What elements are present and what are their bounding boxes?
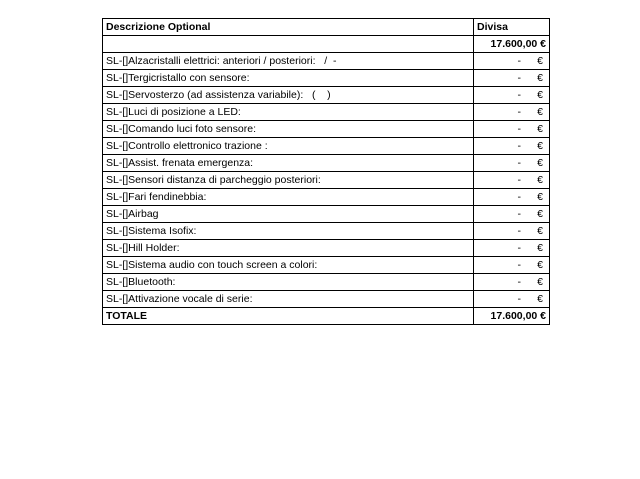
optional-item-label: SL-[]Sistema Isofix:: [103, 223, 474, 240]
header-row: [103, 19, 550, 36]
total-label: TOTALE: [103, 308, 474, 325]
total-value: 17.600,00 €: [474, 308, 550, 325]
optional-table: [102, 18, 550, 325]
optional-item-value: [474, 155, 550, 172]
euro-symbol: €: [537, 55, 543, 67]
optional-item-label: SL-[]Servosterzo (ad assistenza variabile): ( ): [103, 87, 474, 104]
optional-item-label: SL-[]Luci di posizione a LED:: [103, 104, 474, 121]
table-row: [103, 138, 550, 155]
value-dash: -: [517, 55, 521, 67]
optional-item-value: [474, 206, 550, 223]
table-row: [103, 240, 550, 257]
euro-symbol: €: [537, 140, 543, 152]
optional-item-value: [474, 70, 550, 87]
value-dash: -: [517, 293, 521, 305]
value-dash: -: [517, 140, 521, 152]
euro-symbol: €: [537, 208, 543, 220]
value-dash: -: [517, 123, 521, 135]
optional-item-label: SL-[]Attivazione vocale di serie:: [103, 291, 474, 308]
optional-item-label: SL-[]Bluetooth:: [103, 274, 474, 291]
optional-item-value: [474, 87, 550, 104]
optional-item-value: [474, 274, 550, 291]
optional-item-label: SL-[]Alzacristalli elettrici: anteriori / posteriori: / -: [103, 53, 474, 70]
value-dash: -: [517, 191, 521, 203]
optional-item-value: [474, 240, 550, 257]
total-row: [103, 308, 550, 325]
value-dash: -: [517, 89, 521, 101]
euro-symbol: €: [537, 293, 543, 305]
euro-symbol: €: [537, 89, 543, 101]
table-row: [103, 206, 550, 223]
table-row: [103, 257, 550, 274]
value-dash: -: [517, 72, 521, 84]
optional-item-label: SL-[]Comando luci foto sensore:: [103, 121, 474, 138]
value-dash: -: [517, 208, 521, 220]
euro-symbol: €: [537, 106, 543, 118]
euro-symbol: €: [537, 242, 543, 254]
table-row: [103, 70, 550, 87]
optional-item-value: [474, 257, 550, 274]
table-row: [103, 87, 550, 104]
optional-item-label: SL-[]Fari fendinebbia:: [103, 189, 474, 206]
euro-symbol: €: [537, 276, 543, 288]
optional-item-label: SL-[]Hill Holder:: [103, 240, 474, 257]
optional-item-value: [474, 104, 550, 121]
table-row: [103, 172, 550, 189]
euro-symbol: €: [537, 157, 543, 169]
description-header: Descrizione Optional: [103, 19, 474, 36]
euro-symbol: €: [537, 72, 543, 84]
euro-symbol: €: [537, 259, 543, 271]
optional-item-label: SL-[]Controllo elettronico trazione :: [103, 138, 474, 155]
value-dash: -: [517, 242, 521, 254]
optional-item-label: SL-[]Sistema audio con touch screen a colori:: [103, 257, 474, 274]
optional-item-value: [474, 121, 550, 138]
table-row: [103, 291, 550, 308]
table-row: [103, 121, 550, 138]
optional-item-label: SL-[]Assist. frenata emergenza:: [103, 155, 474, 172]
base-price-value: 17.600,00 €: [474, 36, 550, 53]
optional-item-value: [474, 172, 550, 189]
value-dash: -: [517, 106, 521, 118]
euro-symbol: €: [537, 123, 543, 135]
euro-symbol: €: [537, 225, 543, 237]
optional-item-value: [474, 223, 550, 240]
euro-symbol: €: [537, 191, 543, 203]
optional-item-label: SL-[]Airbag: [103, 206, 474, 223]
optional-item-value: [474, 138, 550, 155]
value-dash: -: [517, 276, 521, 288]
euro-symbol: €: [537, 174, 543, 186]
value-dash: -: [517, 259, 521, 271]
table-row: [103, 189, 550, 206]
table-row: [103, 274, 550, 291]
table-row: [103, 104, 550, 121]
base-price-desc-cell: [103, 36, 474, 53]
table-row: [103, 53, 550, 70]
value-dash: -: [517, 174, 521, 186]
table-row: [103, 223, 550, 240]
optional-item-label: SL-[]Tergicristallo con sensore:: [103, 70, 474, 87]
optional-item-value: [474, 53, 550, 70]
value-dash: -: [517, 157, 521, 169]
optional-item-label: SL-[]Sensori distanza di parcheggio posteriori:: [103, 172, 474, 189]
value-dash: -: [517, 225, 521, 237]
optional-item-value: [474, 291, 550, 308]
currency-header: Divisa: [474, 19, 550, 36]
table-row: [103, 155, 550, 172]
optional-item-value: [474, 189, 550, 206]
base-price-row: [103, 36, 550, 53]
